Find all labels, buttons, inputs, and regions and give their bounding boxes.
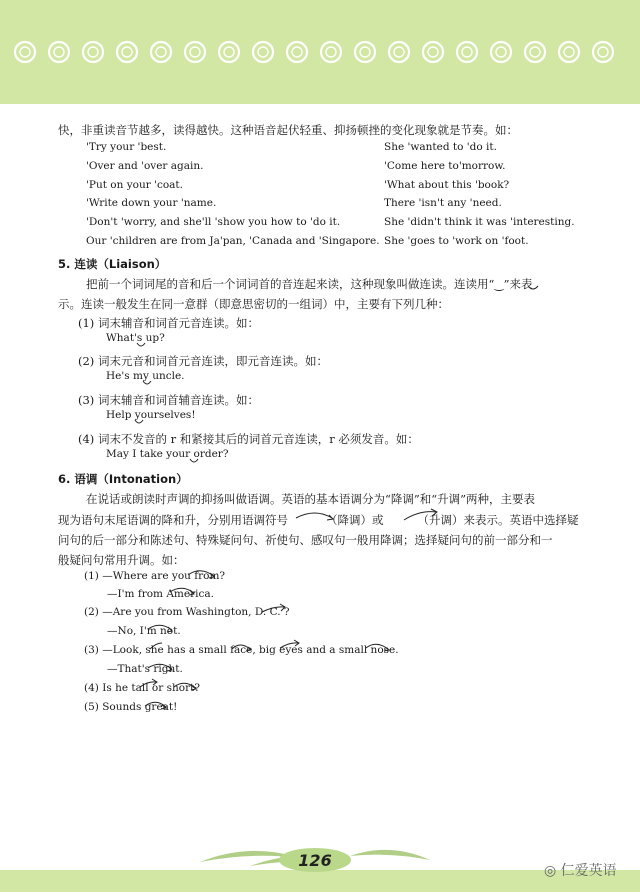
liaison-mark-icon [143, 381, 151, 384]
page-number: 126 [298, 851, 332, 870]
rising-tone-icon [150, 643, 162, 649]
intonation-example: —No, I'm not. [107, 625, 181, 637]
intonation-paragraph-line: 问句的后一部分和陈述句、特殊疑问句、祈使句、感叹句一般用降调；选择疑问句的前一部分和一 [58, 533, 553, 547]
intonation-example: (4) Is he tall or short? [84, 682, 200, 694]
liaison-item-label: (3) 词末辅音和词首辅音连读。如： [78, 393, 259, 407]
rhythm-example-right: 'What about this 'book? [384, 179, 510, 191]
falling-tone-icon [366, 644, 388, 649]
intonation-paragraph-line: 般疑问句常用升调。如： [58, 553, 185, 567]
rhythm-example-left: 'Try your 'best. [86, 141, 167, 153]
falling-tone-icon [191, 686, 196, 690]
intonation-example: (2) —Are you from Washington, D. C. ? [84, 606, 290, 618]
liaison-mark-icon [528, 286, 538, 289]
rhythm-example-right: She 'goes to 'work on 'foot. [384, 235, 529, 247]
rising-tone-icon [404, 512, 436, 520]
intro-line: 快，非重读音节越多，读得越快。这种语音起伏轻重、抑扬顿挫的变化现象就是节奏。如： [58, 123, 518, 137]
rhythm-example-right: 'Come here to'morrow. [384, 160, 506, 172]
rhythm-example-left: 'Write down your 'name. [86, 197, 217, 209]
rhythm-example-right: There 'isn't any 'need. [384, 197, 502, 209]
intonation-paragraph-line: 现为语句末尾语调的降和升，分别用语调符号 （降调）或 （升调）来表示。英语中选择疑 [58, 513, 579, 527]
liaison-item-label: (2) 词末元音和词首元音连读，即元音连读。如： [78, 354, 328, 368]
liaison-example: Help yourselves! [106, 409, 196, 421]
liaison-example: What's up? [106, 332, 165, 344]
rhythm-example-left: 'Over and 'over again. [86, 160, 204, 172]
wechat-icon: ◎ [544, 863, 557, 879]
liaison-paragraph-line: 把前一个词词尾的音和后一个词词首的音连起来读，这种现象叫做连读。连读用“‿”来表 [86, 277, 533, 291]
falling-tone-icon [161, 705, 166, 709]
rising-tone-icon [280, 604, 285, 611]
rising-tone-icon [262, 607, 284, 612]
liaison-mark-icon [190, 459, 198, 462]
intonation-example: (1) —Where are you from? [84, 570, 226, 582]
falling-tone-icon [384, 647, 389, 651]
rhythm-example-left: 'Don't 'worry, and she'll 'show you how to 'do it. [86, 216, 341, 228]
brand-watermark: ◎ 仁爱英语 [544, 863, 617, 879]
intonation-example: (3) —Look, she has a small face, big eyes and a small nose. [84, 644, 399, 656]
liaison-mark-icon [135, 420, 143, 423]
intonation-heading: 6. 语调（Intonation） [58, 472, 188, 486]
liaison-example: May I take your order? [106, 448, 229, 460]
falling-tone-icon [174, 683, 196, 688]
rhythm-example-right: She 'didn't think it was 'interesting. [384, 216, 575, 228]
liaison-item-label: (1) 词末辅音和词首元音连读。如： [78, 316, 259, 330]
liaison-item-label: (4) 词末不发音的 r 和紧接其后的词首元音连读，r 必须发音。如： [78, 432, 419, 446]
rhythm-example-right: She 'wanted to 'do it. [384, 141, 497, 153]
falling-tone-icon [232, 645, 250, 649]
rhythm-example-left: 'Put on your 'coat. [86, 179, 183, 191]
falling-tone-icon [145, 702, 166, 707]
intonation-example: —That's right. [107, 663, 183, 675]
intonation-example: —I'm from America. [107, 588, 214, 600]
liaison-paragraph-line: 示。连读一般发生在同一意群（即意思密切的一组词）中，主要有下列几种： [58, 297, 449, 311]
rising-tone-icon [431, 509, 437, 516]
rhythm-example-left: Our 'children are from Ja'pan, 'Canada and 'Singapore. [86, 235, 380, 247]
liaison-mark-icon [137, 343, 145, 346]
liaison-heading: 5. 连读（Liaison） [58, 257, 167, 271]
falling-tone-icon [296, 513, 332, 518]
liaison-example: He's my uncle. [106, 370, 185, 382]
intonation-example: (5) Sounds great! [84, 701, 178, 713]
falling-tone-icon [246, 647, 251, 651]
intonation-paragraph-line: 在说话或朗读时声调的抑扬叫做语调。英语的基本语调分为“降调”和“升调”两种，主要表 [86, 492, 536, 506]
